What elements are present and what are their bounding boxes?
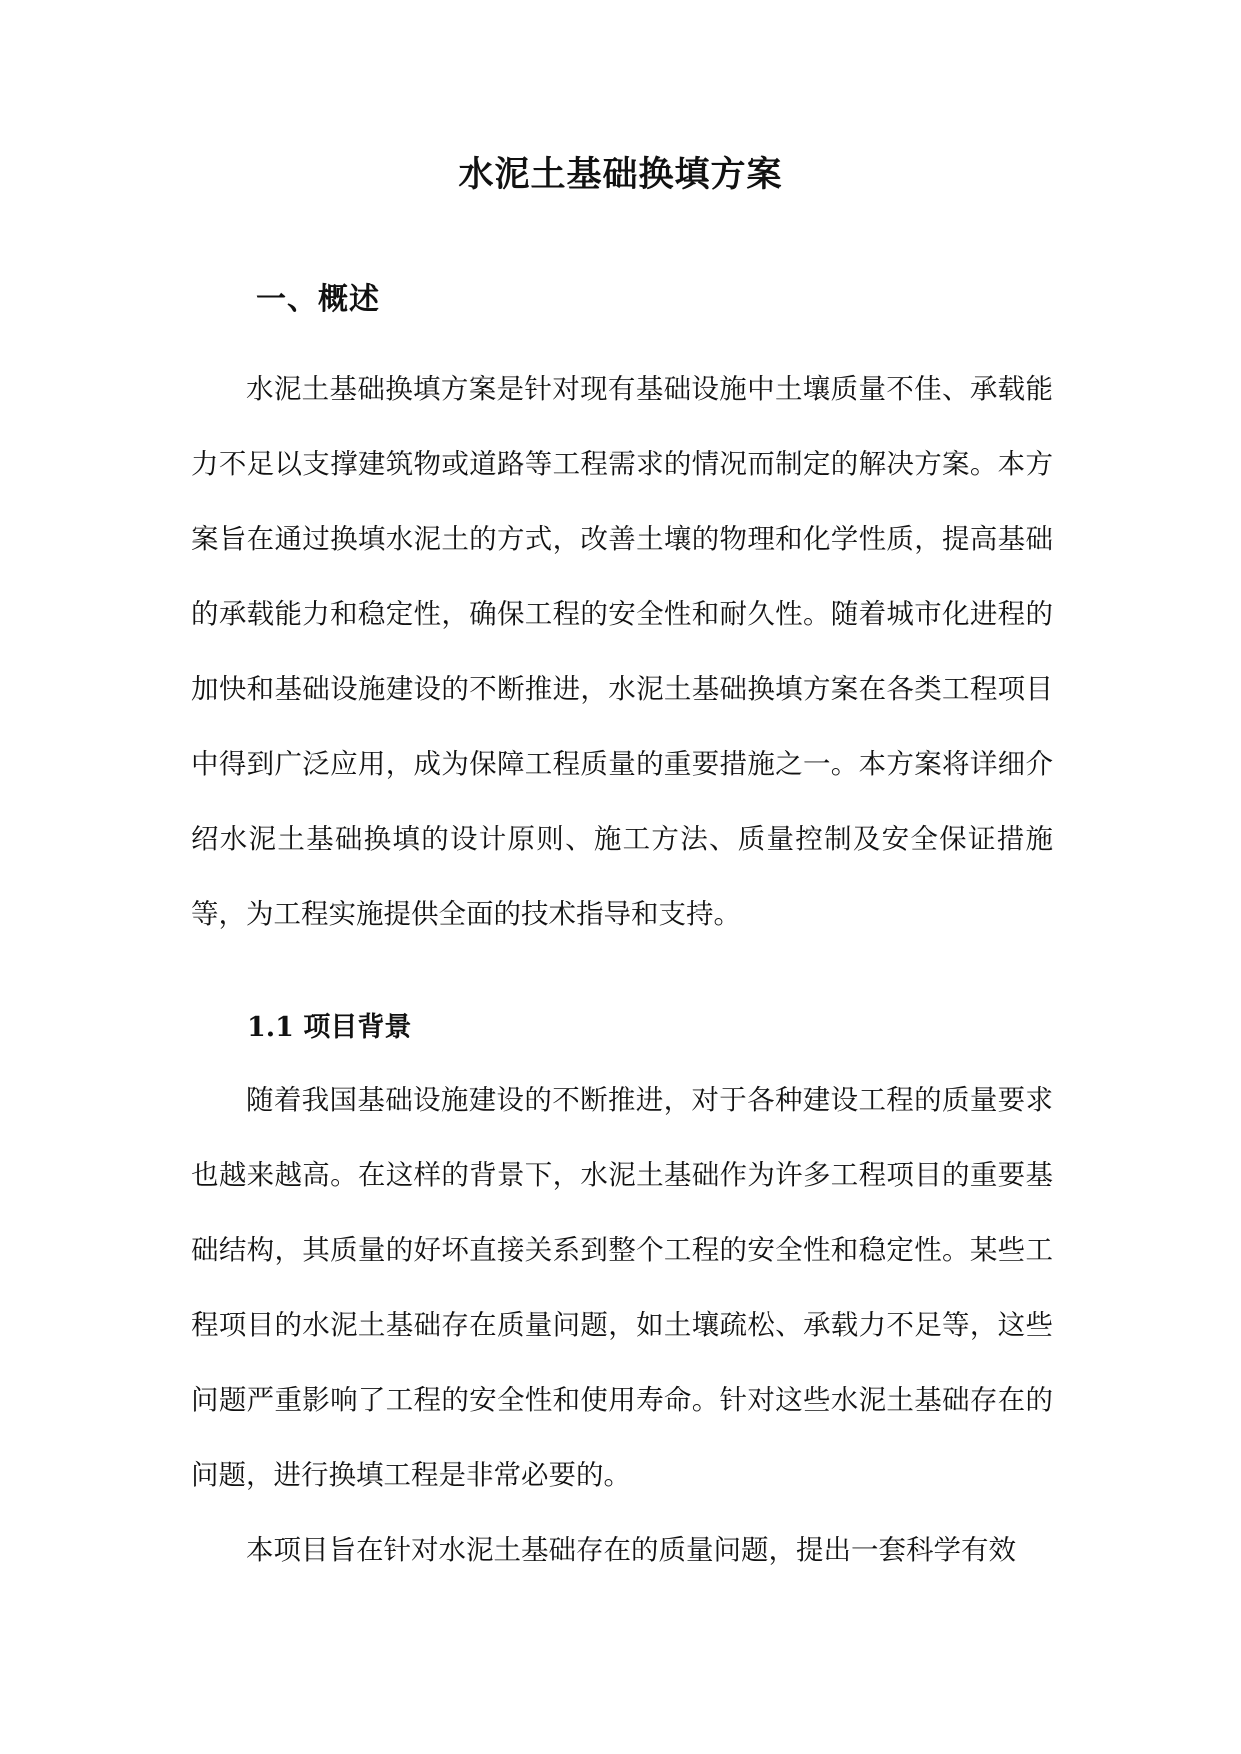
background-paragraph-1: 随着我国基础设施建设的不断推进，对于各种建设工程的质量要求也越来越高。在这样的背景下，水泥土基础作为许多工程项目的重要基础结构，其质量的好坏直接关系到整个工程的安全性和稳定性。某些工程项目的水泥土基础存在质量问题，如土壤疏松、承载力不足等，这些问题严重影响了工程的安全性和使用寿命。针对这些水泥土基础存在的问题，进行换填工程是非常必要的。 bbox=[191, 1084, 1053, 1491]
subsection-heading-project-background: 1.1 项目背景 bbox=[247, 1012, 412, 1043]
background-paragraph-2: 本项目旨在针对水泥土基础存在的质量问题，提出一套科学有效 bbox=[246, 1534, 1016, 1566]
section-heading-overview: 一、概述 bbox=[256, 282, 380, 317]
overview-paragraph: 水泥土基础换填方案是针对现有基础设施中土壤质量不佳、承载能力不足以支撑建筑物或道路等工程需求的情况而制定的解决方案。本方案旨在通过换填水泥土的方式，改善土壤的物理和化学性质，提高基础的承载能力和稳定性，确保工程的安全性和耐久性。随着城市化进程的加快和基础设施建设的不断推进，水泥土基础换填方案在各类工程项目中得到广泛应用，成为保障工程质量的重要措施之一。本方案将详细介绍水泥土基础换填的设计原则、施工方法、质量控制及安全保证措施等，为工程实施提供全面的技术指导和支持。 bbox=[191, 373, 1053, 930]
document-title: 水泥土基础换填方案 bbox=[458, 154, 783, 195]
